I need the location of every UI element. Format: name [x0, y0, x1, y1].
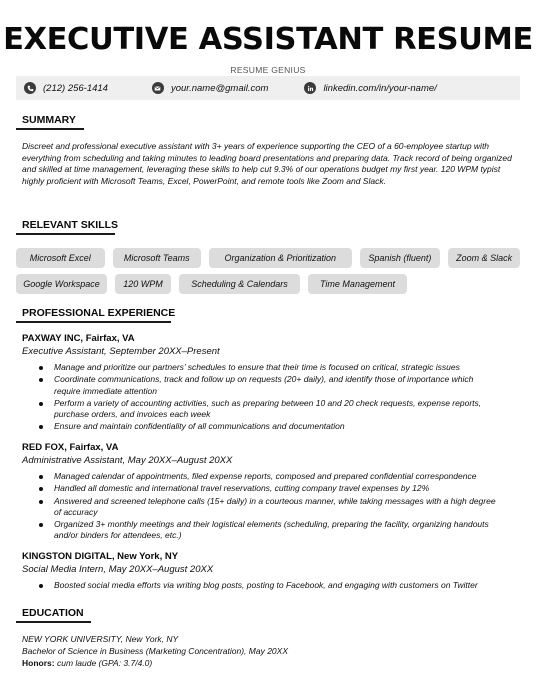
skills-row: [16, 248, 520, 268]
email-link[interactable]: your.name@gmail.com: [170, 82, 269, 94]
education-school: NEW YORK UNIVERSITY, New York, NY: [22, 634, 179, 644]
skill-tag: Google Workspace: [16, 274, 107, 294]
education-heading: EDUCATION: [22, 607, 84, 619]
job-entry: [22, 332, 518, 434]
phone-text: (212) 256-1414: [43, 82, 108, 94]
job-role: Executive Assistant, September 20XX–Present: [22, 346, 220, 357]
experience-heading: PROFESSIONAL EXPERIENCE: [22, 307, 176, 319]
linkedin-link[interactable]: linkedin.com/in/your-name/: [323, 82, 437, 94]
job-bullet: Handled all domestic and international travel reservations, cutting company travel expenses by 12%: [54, 483, 502, 494]
skills-list: [16, 248, 520, 300]
contact-phone: [24, 82, 108, 94]
education-entry: [22, 633, 518, 669]
honors-value: cum laude (GPA: 3.7/4.0): [56, 658, 153, 668]
job-entry: [22, 550, 518, 592]
skill-tag: Microsoft Excel: [16, 248, 105, 268]
contact-email: [152, 82, 268, 94]
education-honors: [22, 657, 518, 669]
education-divider: [16, 621, 91, 623]
job-bullets: [22, 580, 502, 591]
skill-tag: Microsoft Teams: [113, 248, 202, 268]
job-entry: [22, 441, 518, 543]
job-bullets: [22, 362, 502, 433]
mail-icon: [152, 82, 164, 94]
job-bullet: Answered and screened telephone calls (15+ daily) in a courteous manner, while taking messages with a high degree of accuracy: [54, 496, 502, 519]
skill-tag: Zoom & Slack: [448, 248, 520, 268]
job-bullet: Managed calendar of appointments, filed expense reports, composed and prepared confidential correspondence: [54, 471, 502, 482]
summary-heading: SUMMARY: [22, 114, 76, 126]
skill-tag: 120 WPM: [115, 274, 171, 294]
skill-tag: Spanish (fluent): [360, 248, 441, 268]
skills-row: [16, 274, 520, 294]
summary-text: Discreet and professional executive assistant with 3+ years of experience supporting the CEO of a 60-employee startup with everything from scheduling and taking minutes to leading board presentations and preparing data. Track record of being organized and skilled at time management, leveraging these skills to help cut 9.3% of our operations budget my first year. 120 WPM typist highly proficient with Microsoft Teams, Excel, PowerPoint, and remote tools like Zoom and Slack.: [22, 141, 512, 186]
education-degree: Bachelor of Science in Business (Marketing Concentration), May 20XX: [22, 646, 288, 656]
job-bullet: Organized 3+ monthly meetings and their logistical elements (scheduling, preparing the facility, organizing handouts and/or binders for attendees, etc.): [54, 519, 502, 542]
summary-divider: [16, 128, 84, 130]
job-bullet: Manage and prioritize our partners’ schedules to ensure that their time is focused on critical, strategic issues: [54, 362, 502, 373]
job-bullet: Coordinate communications, track and follow up on requests (20+ daily), and identify those of importance which require immediate attention: [54, 374, 502, 397]
contact-linkedin: [304, 82, 436, 94]
job-role: Administrative Assistant, May 20XX–August 20XX: [22, 455, 233, 466]
skill-tag: Time Management: [308, 274, 407, 294]
job-company: KINGSTON DIGITAL, New York, NY: [22, 551, 179, 562]
resume-subtitle: RESUME GENIUS: [230, 65, 306, 75]
job-bullet: Boosted social media efforts via writing blog posts, posting to Facebook, and engaging with customers on Twitter: [54, 580, 502, 591]
skill-tag: Organization & Prioritization: [209, 248, 352, 268]
job-bullets: [22, 471, 502, 542]
job-role: Social Media Intern, May 20XX–August 20XX: [22, 564, 214, 575]
experience-divider: [16, 321, 171, 323]
job-company: RED FOX, Fairfax, VA: [22, 442, 119, 453]
phone-icon: [24, 82, 36, 94]
skills-divider: [16, 233, 115, 235]
job-company: PAXWAY INC, Fairfax, VA: [22, 333, 135, 344]
resume-title: EXECUTIVE ASSISTANT RESUME: [3, 22, 533, 57]
job-bullet: Ensure and maintain confidentiality of all communications and documentation: [54, 421, 502, 432]
skill-tag: Scheduling & Calendars: [179, 274, 300, 294]
honors-label: Honors:: [22, 658, 55, 668]
job-bullet: Perform a variety of accounting activities, such as preparing between 10 and 20 check requests, expense reports, purchase orders, and invoices each week: [54, 398, 502, 421]
contact-bar: [16, 76, 520, 100]
linkedin-icon: [304, 82, 316, 94]
skills-heading: RELEVANT SKILLS: [22, 219, 119, 231]
